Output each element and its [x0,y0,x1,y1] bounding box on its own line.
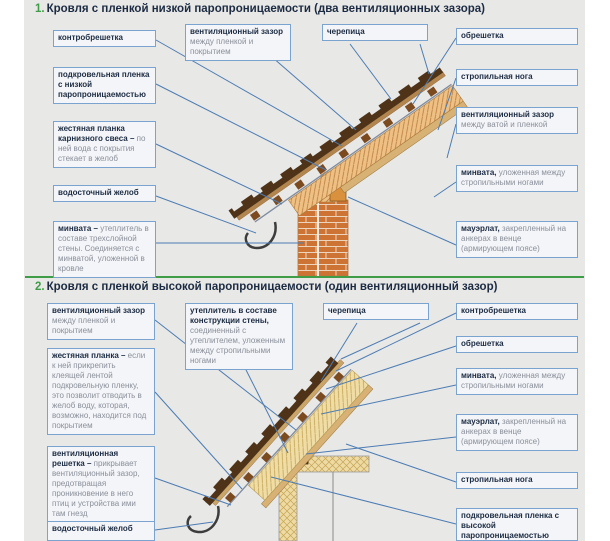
label-desc: закрепленный на анкерах в венце (армирующем поясе) [461,224,567,253]
label-s2-tin-strip [47,348,155,435]
label-s2-rafter-mineral-wool [456,368,578,395]
leader-line [350,44,391,99]
label-s2-vent-gap-film-covering [47,303,155,340]
label-s2-counter-batten [456,303,578,320]
label-s1-wall-mineral-wool [53,221,156,278]
label-s2-tile [323,303,429,320]
label-term: стропильная нога [461,475,533,484]
label-desc: между пленкой и покрытием [52,316,116,335]
section2-title [35,281,497,293]
label-s2-vent-grille [47,446,155,523]
label-s2-rafter [456,472,578,489]
label-s2-gutter [47,521,155,541]
label-term: вентиляционный зазор [52,306,146,315]
label-desc: уложенная между стропильными ногами [461,371,566,390]
label-term: жестяная планка карнизного свеса – [58,124,135,143]
leader-line [420,44,429,74]
label-term: подкровельная пленка с низкой паропроницаемостью [58,70,150,99]
leader-line [434,182,456,197]
label-term: вентиляционный зазор [461,110,555,119]
leader-line [341,323,420,359]
section1-number: 1. [35,3,45,15]
label-s1-tile [322,24,428,41]
label-s1-underroof-film-low-perm [53,67,156,104]
label-desc: если к ней прикрепить клеящей лентой подкровельную пленку, это позволит отводить в желоб воду, которая, возможно, находится под покрытием [52,351,147,430]
label-term: черепица [327,27,365,36]
label-desc: между пленкой и покрытием [190,37,254,56]
section1-title-text: Кровля с пленкой низкой паропроницаемости (два вентиляционных зазора) [46,3,486,15]
label-term: минвата, [461,371,497,380]
section2-number: 2. [35,281,45,293]
label-term: вентиляционный зазор [190,27,284,36]
leader-line [272,57,356,130]
label-term: минвата, [461,168,497,177]
label-term: водосточный желоб [58,188,139,197]
label-s2-mauerlat [456,414,578,451]
label-term: обрешетка [461,31,504,40]
label-desc: между ватой и пленкой [461,120,548,129]
leader-line [336,313,456,371]
label-term: мауэрлат, [461,417,500,426]
label-desc: соединенный с утеплителем, уложенным между стропильными ногами [190,326,286,365]
label-s2-batten [456,336,578,353]
label-s1-batten [456,28,578,45]
leader-line [155,522,213,530]
label-s1-counter-batten [53,30,156,47]
leader-line [155,392,242,489]
section1-title [35,3,485,15]
leader-line [271,477,456,524]
label-s1-vent-gap-wool-film [456,107,578,134]
label-s1-eaves-tin-strip [53,121,156,168]
label-s1-rafter-mineral-wool [456,165,578,192]
label-term: стропильная нога [461,72,533,81]
gutter-icon [188,506,219,532]
label-term: минвата – [58,224,98,233]
label-desc: утеплитель в составе трехслойной стены. Соединяется с минватой, уложенной в кровле [58,224,149,273]
leader-line [156,144,282,204]
label-term: контробрешетка [58,33,123,42]
label-s2-underroof-film-high-perm [456,508,578,541]
label-term: черепица [328,306,366,315]
membrane-line [255,84,452,222]
leader-line [348,197,456,245]
label-term: вентиляционная решетка – [52,449,119,468]
label-term: контробрешетка [461,306,526,315]
label-s1-rafter [456,69,578,86]
label-s1-mauerlat [456,221,578,258]
label-term: мауэрлат, [461,224,500,233]
label-s2-wall-insulation [185,303,293,370]
label-s1-gutter [53,185,156,202]
roof-diagram-high-perm [188,354,373,541]
section2-title-text: Кровля с пленкой высокой паропроницаемости (один вентиляционный зазор) [46,281,498,293]
label-desc: закрепленный на анкерах в венце (армирующем поясе) [461,417,567,446]
batten-row [248,77,451,222]
label-term: утеплитель в составе конструкции стены, [190,306,277,325]
leader-line [156,84,326,170]
leader-line [306,437,456,454]
roof-diagram-low-perm [229,64,468,276]
gutter-icon [246,222,276,248]
label-term: водосточный желоб [52,524,133,533]
label-term: жестяная планка – [52,351,126,360]
label-s1-vent-gap-film-covering [185,24,291,61]
label-term: подкровельная пленка с высокой паропроницаемостью [461,511,560,540]
label-desc: по ней вода с покрытия стекает в желоб [58,134,146,163]
label-desc: уложенная между стропильными ногами [461,168,566,187]
label-desc: прикрывает вентиляционный зазор, предотвращая проникновение в него птиц и устройства ими там гнезд [52,459,140,518]
leader-line [447,124,456,158]
label-term: обрешетка [461,339,504,348]
